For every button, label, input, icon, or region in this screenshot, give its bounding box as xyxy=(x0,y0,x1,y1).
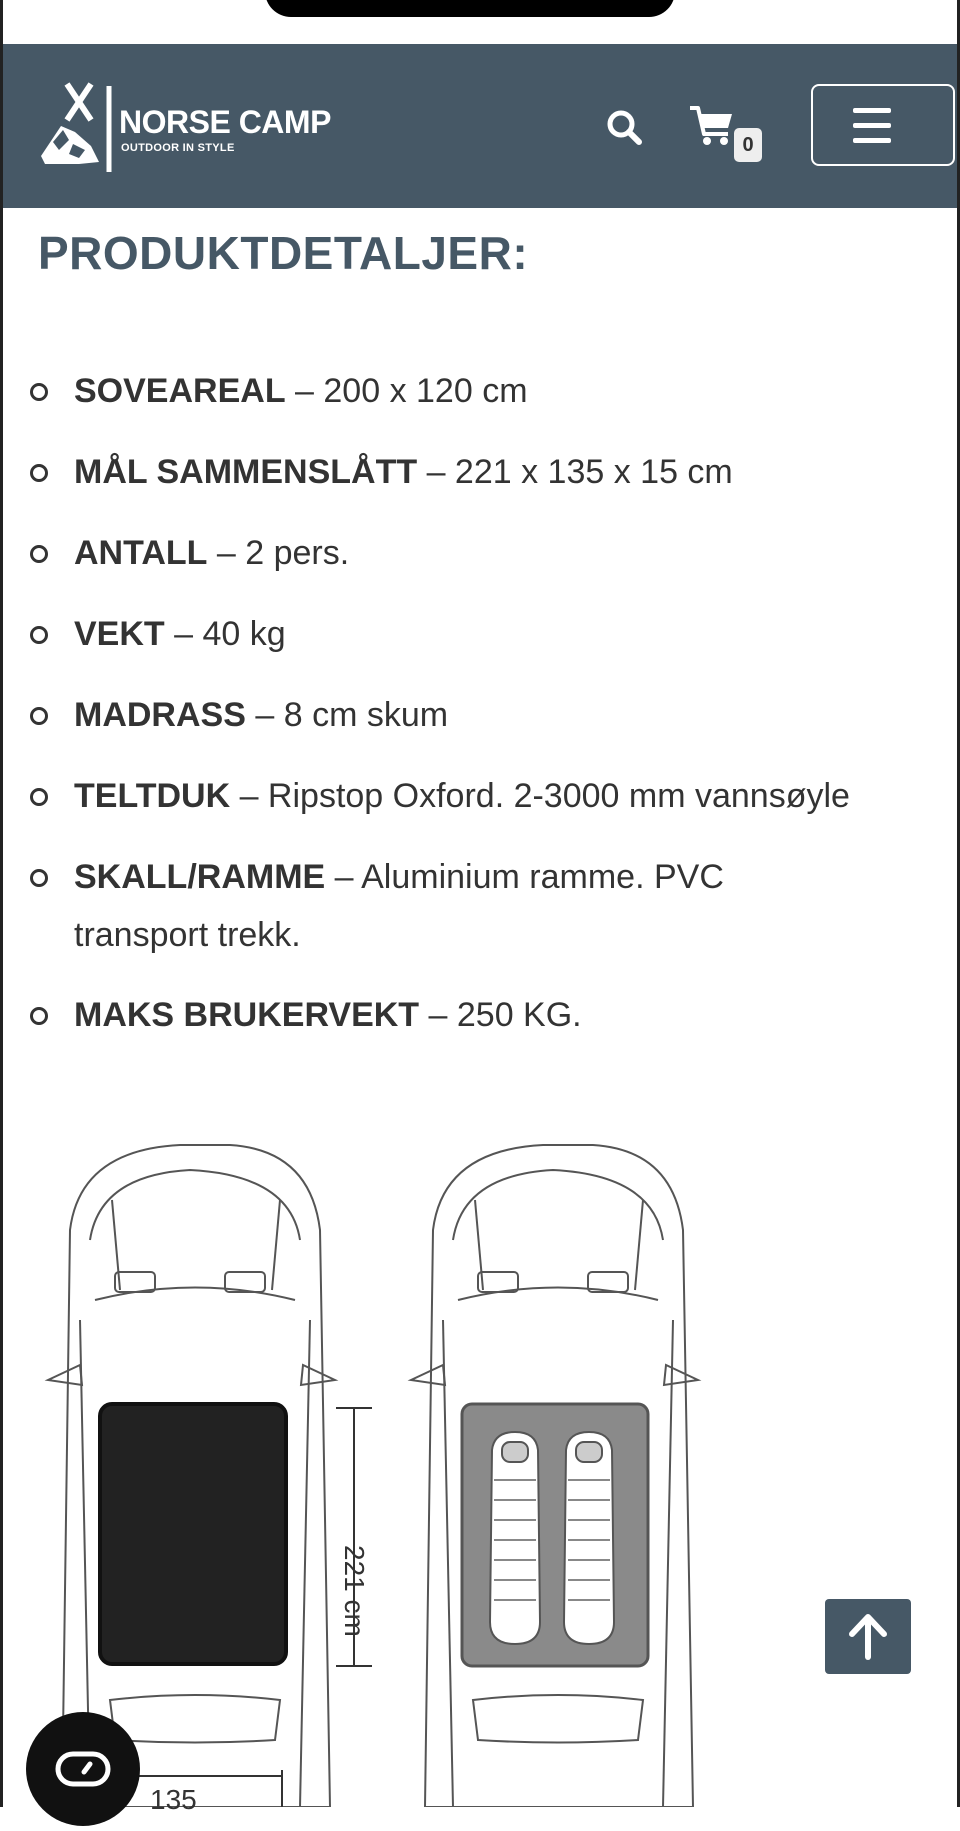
bullet-icon xyxy=(30,869,48,887)
spec-value: – Ripstop Oxford. 2-3000 mm vannsøyle xyxy=(230,777,850,815)
spec-item-max-user-weight xyxy=(74,986,934,1044)
bullet-icon xyxy=(30,788,48,806)
spec-value: – 40 kg xyxy=(164,615,286,653)
spec-label: TELTDUK xyxy=(74,777,231,815)
bullet-icon xyxy=(30,707,48,725)
cookie-consent-button[interactable] xyxy=(26,1712,140,1826)
spec-item-mattress xyxy=(74,686,934,744)
spec-label: ANTALL xyxy=(74,534,208,572)
spec-item-sleeping-area xyxy=(74,362,934,420)
cart-icon xyxy=(688,104,738,148)
spec-item-tent-fabric xyxy=(74,767,934,825)
spec-value: – 221 x 135 x 15 cm xyxy=(417,453,733,491)
spec-value: – 8 cm skum xyxy=(245,696,449,734)
spec-label: SKALL/RAMME xyxy=(74,858,326,896)
cookie-consent-icon xyxy=(26,1712,140,1826)
spec-value: – 250 KG. xyxy=(419,996,582,1034)
folded-tent-shape xyxy=(100,1404,286,1664)
site-header xyxy=(3,44,957,208)
cart-button[interactable] xyxy=(688,104,768,164)
arrow-up-icon xyxy=(825,1599,911,1674)
width-dimension-label: 135 xyxy=(150,1784,197,1815)
search-button[interactable] xyxy=(603,106,647,150)
spec-item-shell-frame xyxy=(74,848,794,964)
device-notch xyxy=(265,0,675,17)
menu-bar-middle xyxy=(853,123,891,128)
section-title: PRODUKTDETALJER: xyxy=(38,227,529,279)
spec-label: SOVEAREAL xyxy=(74,372,286,410)
brand-name: NORSE CAMP xyxy=(119,104,331,140)
bullet-icon xyxy=(30,383,48,401)
length-dimension-label: 221 cm xyxy=(339,1545,370,1637)
spec-item-folded-size xyxy=(74,443,934,501)
spec-value: – 200 x 120 cm xyxy=(285,372,528,410)
cart-count-badge: 0 xyxy=(734,128,762,162)
spec-label: MÅL SAMMENSLÅTT xyxy=(74,453,418,491)
product-diagram-image xyxy=(0,1120,960,1807)
hamburger-menu-icon xyxy=(853,108,891,113)
spec-label: VEKT xyxy=(74,615,165,653)
menu-button[interactable] xyxy=(811,84,955,166)
brand-logo[interactable] xyxy=(39,80,339,180)
spec-label: MAKS BRUKERVEKT xyxy=(74,996,420,1034)
bullet-icon xyxy=(30,1007,48,1025)
back-to-top-button[interactable] xyxy=(825,1599,911,1674)
spec-value: – Aluminium ramme. PVC transport trekk. xyxy=(74,858,724,954)
spec-value: – 2 pers. xyxy=(207,534,350,572)
logo-mark-icon xyxy=(39,80,119,180)
bullet-icon xyxy=(30,545,48,563)
bullet-icon xyxy=(30,626,48,644)
spec-item-weight xyxy=(74,605,934,663)
spec-label: MADRASS xyxy=(74,696,246,734)
spec-item-capacity xyxy=(74,524,934,582)
brand-tagline: OUTDOOR IN STYLE xyxy=(121,142,235,154)
menu-bar-bottom xyxy=(853,138,891,143)
search-icon xyxy=(603,106,647,150)
bullet-icon xyxy=(30,464,48,482)
car-roof-tent-diagram xyxy=(0,1120,960,1807)
